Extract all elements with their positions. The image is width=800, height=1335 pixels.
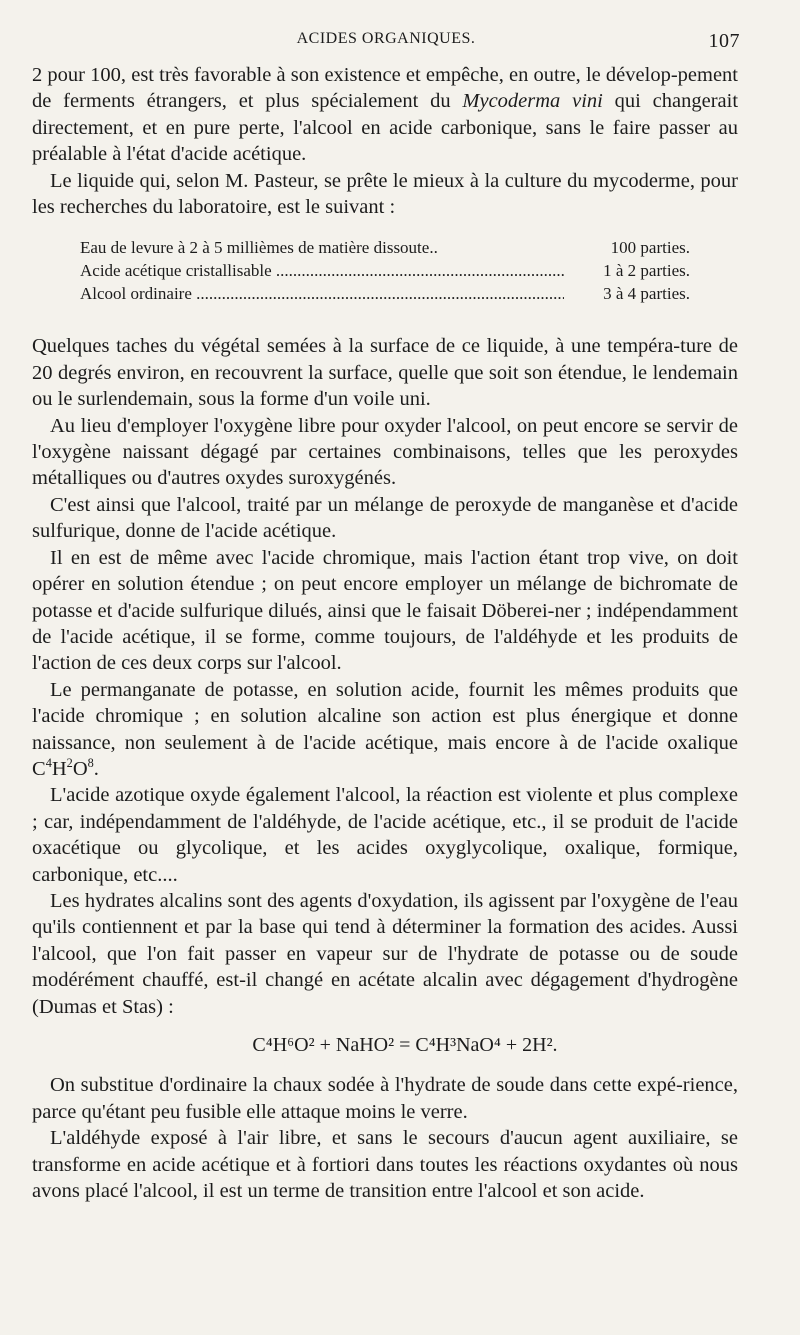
recipe-quantity: 3 à 4 parties. bbox=[603, 284, 690, 304]
recipe-row bbox=[80, 259, 690, 282]
paragraph-1: 2 pour 100, est très favorable à son existence et empêche, en outre, le dévelop-pement de ferments étrangers, et plus spécialement du Mycoderma vini qui changerait directement, et en pure perte, l'alcool en acide carbonique, sans le faire passer au préalable à l'état d'acide acétique. bbox=[32, 64, 739, 166]
paragraph-3: Quelques taches du végétal semées à la surface de ce liquide, à une tempéra-ture de 20 degrés environ, en recouvrent la surface, quelle que soit son étendue, le lendemain ou le surlendemain, sous la forme d'un voile uni. bbox=[32, 335, 738, 411]
paragraph-4: Au lieu d'employer l'oxygène libre pour oxyder l'alcool, on peut encore se servir de l'oxygène naissant dégagé par certaines combinaisons, telles que les peroxydes métalliques ou d'autres oxydes suroxygénés. bbox=[32, 414, 738, 490]
recipe-ingredient: Acide acétique cristallisable ..... bbox=[80, 261, 564, 280]
body-text bbox=[32, 62, 738, 1204]
paragraph-10: On substitue d'ordinaire la chaux sodée à l'hydrate de soude dans cette expé-rience, parce qu'étant peu fusible elle attaque moins le verre. bbox=[32, 1074, 738, 1123]
chemical-equation: C⁴H⁶O² + NaHO² = C⁴H³NaO⁴ + 2H². bbox=[252, 1034, 558, 1056]
recipe-table bbox=[80, 236, 690, 305]
paragraph-11: L'aldéhyde exposé à l'air libre, et sans le secours d'aucun agent auxiliaire, se transforme en acide acétique et à fortiori dans toutes les réactions oxydantes où nous avons placé l'alcool, il est un terme de transition entre l'alcool et son acide. bbox=[32, 1127, 738, 1203]
running-title: ACIDES ORGANIQUES. bbox=[296, 30, 476, 47]
oxalic-formula: $C^4H^2O^8$. bbox=[32, 756, 99, 780]
recipe-row bbox=[80, 282, 690, 305]
recipe-ingredient: Eau de levure à 2 à 5 millièmes de matière dissoute.. bbox=[80, 238, 438, 258]
page-number: 107 bbox=[708, 30, 740, 52]
paragraph-2: Le liquide qui, selon M. Pasteur, se prête le mieux à la culture du mycoderme, pour les recherches du laboratoire, est le suivant : bbox=[32, 169, 738, 219]
recipe-quantity: 1 à 2 parties. bbox=[603, 261, 690, 281]
recipe-row bbox=[80, 236, 690, 259]
italic-term: Mycoderma vini bbox=[462, 90, 603, 113]
paragraph-9: Les hydrates alcalins sont des agents d'oxydation, ils agissent par l'oxygène de l'eau qu'ils contiennent et par la base qui tend à déterminer la formation des acides. Aussi l'alcool, que l'on fait passer en vapeur sur de l'hydrate de potasse ou de soude modérément chauffé, est-il changé en acétate alcalin avec dégagement d'hydrogène (Dumas et Stas) : bbox=[32, 889, 738, 1018]
paragraph-7: Le permanganate de potasse, en solution acide, fournit les mêmes produits que l'acide chromique ; en solution alcaline son action est plus énergique et donne naissance, non seulement à de l'acide acétique, mais encore à de l'acide oxalique $C^4H^2O^8$. bbox=[32, 678, 738, 780]
recipe-quantity: 100 parties. bbox=[610, 238, 690, 258]
recipe-ingredient: Alcool ordinaire ..... bbox=[80, 284, 564, 303]
paragraph-8: L'acide azotique oxyde également l'alcool, la réaction est violente et plus complexe ; car, indépendamment de l'aldéhyde, de l'acide acétique, etc., il se produit de l'acide oxacétique ou glycolique, et les acides oxyglycolique, oxalique, formique, carbonique, etc.... bbox=[32, 784, 738, 886]
paragraph-5: C'est ainsi que l'alcool, traité par un mélange de peroxyde de manganèse et d'acide sulfurique, donne de l'acide acétique. bbox=[32, 493, 738, 543]
paragraph-6: Il en est de même avec l'acide chromique, mais l'action étant trop vive, on doit opérer en solution étendue ; on peut encore employer un mélange de bichromate de potasse et d'acide sulfurique dilués, ainsi que le faisait Döberei-ner ; indépendamment de l'acide acétique, il se forme, comme toujours, de l'aldéhyde et les produits de l'action de ces deux corps sur l'alcool. bbox=[32, 546, 738, 675]
page-header bbox=[32, 30, 740, 56]
